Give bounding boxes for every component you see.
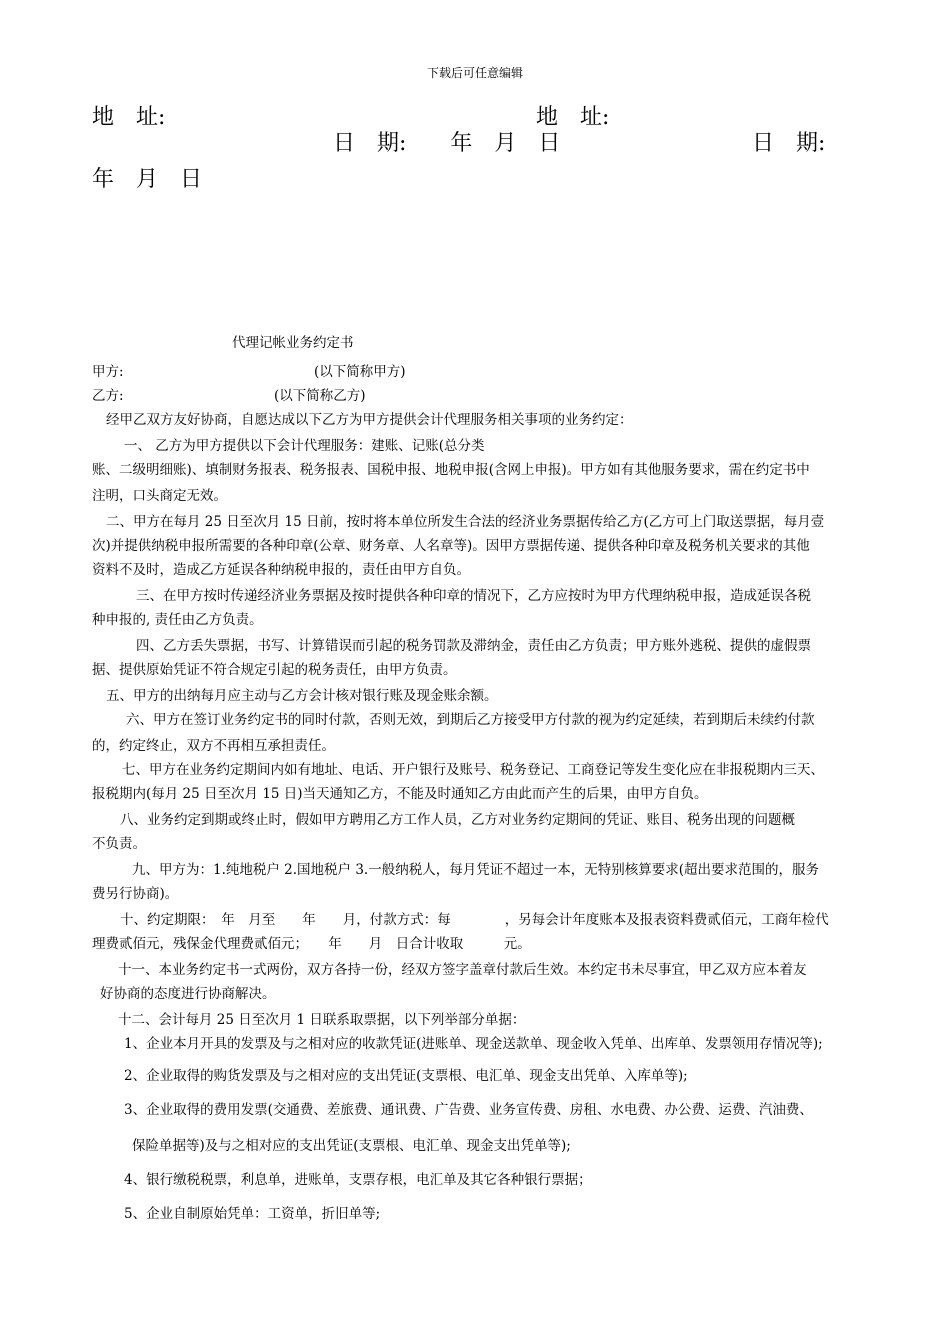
body-line: 3、企业取得的费用发票(交通费、差旅费、通讯费、广告费、业务宣传费、房租、水电费、办公费、运费、汽油费、 bbox=[124, 1102, 813, 1118]
body-line: 保险单据等)及与之相对应的支出凭证(支票根、电汇单、现金支出凭单等); bbox=[132, 1138, 571, 1154]
party-a-note: (以下简称甲方) bbox=[314, 364, 406, 380]
body-line: 种申报的, 责任由乙方负责。 bbox=[92, 612, 263, 628]
date-label-right: 日 期: bbox=[752, 131, 826, 156]
body-line: 五、甲方的出纳每月应主动与乙方会计核对银行账及现金账余额。 bbox=[106, 688, 498, 704]
party-b-label: 乙方: bbox=[92, 388, 124, 404]
body-line: 账、二级明细账)、填制财务报表、税务报表、国税申报、地税申报(含网上申报)。甲方如有其他服务要求，需在约定书中 bbox=[92, 462, 810, 478]
body-line: 经甲乙双方友好协商，自愿达成以下乙方为甲方提供会计代理服务相关事项的业务约定： bbox=[106, 412, 633, 428]
body-line: 2、企业取得的购货发票及与之相对应的支出凭证(支票根、电汇单、现金支出凭单、入库单等); bbox=[124, 1068, 688, 1084]
document-title: 代理记帐业务约定书 bbox=[232, 335, 354, 351]
body-line: 理费贰佰元，残保金代理费贰佰元； 年 月 日合计收取 元。 bbox=[92, 936, 531, 952]
body-line: 的，约定终止，双方不再相互承担责任。 bbox=[92, 738, 335, 754]
body-line: 资料不及时，造成乙方延误各种纳税申报的，责任由甲方自负。 bbox=[92, 562, 470, 578]
body-line: 八、业务约定到期或终止时，假如甲方聘用乙方工作人员，乙方对业务约定期间的凭证、账目、税务出现的问题概 bbox=[120, 812, 795, 828]
body-line: 好协商的态度进行协商解决。 bbox=[100, 986, 276, 1002]
body-line: 注明，口头商定无效。 bbox=[92, 488, 227, 504]
body-line: 七、甲方在业务约定期间内如有地址、电话、开户银行及账号、税务登记、工商登记等发生变化应在非报税期内三天、 bbox=[122, 762, 824, 778]
date-line-left: 日 期: 年 月 日 bbox=[333, 131, 561, 156]
body-line: 报税期内(每月 25 日至次月 15 日)当天通知乙方，不能及时通知乙方由此而产生的后果，由甲方自负。 bbox=[92, 786, 708, 802]
body-line: 三、在甲方按时传递经济业务票据及按时提供各种印章的情况下，乙方应按时为甲方代理纳税申报，造成延误各税 bbox=[136, 588, 811, 604]
body-line: 四、乙方丢失票据，书写、计算错误而引起的税务罚款及滞纳金，责任由乙方负责；甲方账外逃税、提供的虚假票 bbox=[136, 638, 811, 654]
body-line: 六、甲方在签订业务约定书的同时付款，否则无效，到期后乙方接受甲方付款的视为约定延续，若到期后未续约付款 bbox=[126, 712, 815, 728]
body-line: 次)并提供纳税申报所需要的各种印章(公章、财务章、人名章等)。因甲方票据传递、提供各种印章及税务机关要求的其他 bbox=[92, 538, 810, 554]
address-label-left: 地 址: bbox=[92, 105, 166, 130]
header-note: 下载后可任意编辑 bbox=[426, 66, 523, 80]
body-line: 十、约定期限： 年 月至 年 月，付款方式：每 ，另每会计年度账本及报表资料费贰佰元，工商年检代 bbox=[120, 912, 829, 928]
body-line: 不负责。 bbox=[92, 836, 146, 852]
body-line: 十二、会计每月 25 日至次月 1 日联系取票据，以下列举部分单据： bbox=[118, 1012, 526, 1028]
body-line: 5、企业自制原始凭单：工资单，折旧单等; bbox=[124, 1206, 381, 1222]
party-b-note: (以下简称乙方) bbox=[274, 388, 366, 404]
party-a-label: 甲方: bbox=[92, 364, 124, 380]
date-line-right: 年 月 日 bbox=[92, 167, 203, 192]
body-line: 十一、本业务约定书一式两份，双方各持一份，经双方签字盖章付款后生效。本约定书未尽事宜，甲乙双方应本着友 bbox=[118, 962, 807, 978]
body-line: 1、企业本月开具的发票及与之相对应的收款凭证(进账单、现金送款单、现金收入凭单、出库单、发票领用存情况等); bbox=[124, 1036, 823, 1052]
body-line: 二、甲方在每月 25 日至次月 15 日前，按时将本单位所发生合法的经济业务票据传给乙方(乙方可上门取送票据，每月壹 bbox=[106, 514, 825, 530]
body-line: 据、提供原始凭证不符合规定引起的税务责任，由甲方负责。 bbox=[92, 662, 457, 678]
address-label-right: 地 址: bbox=[536, 105, 610, 130]
body-line: 一、 乙方为甲方提供以下会计代理服务：建账、记账(总分类 bbox=[124, 438, 485, 454]
body-line: 九、甲方为：1.纯地税户 2.国地税户 3.一般纳税人，每月凭证不超过一本，无特别核算要求(超出要求范围的，服务 bbox=[132, 862, 819, 878]
body-line: 4、银行缴税税票，利息单，进账单，支票存根，电汇单及其它各种银行票据； bbox=[124, 1172, 592, 1188]
body-line: 费另行协商)。 bbox=[92, 886, 179, 902]
